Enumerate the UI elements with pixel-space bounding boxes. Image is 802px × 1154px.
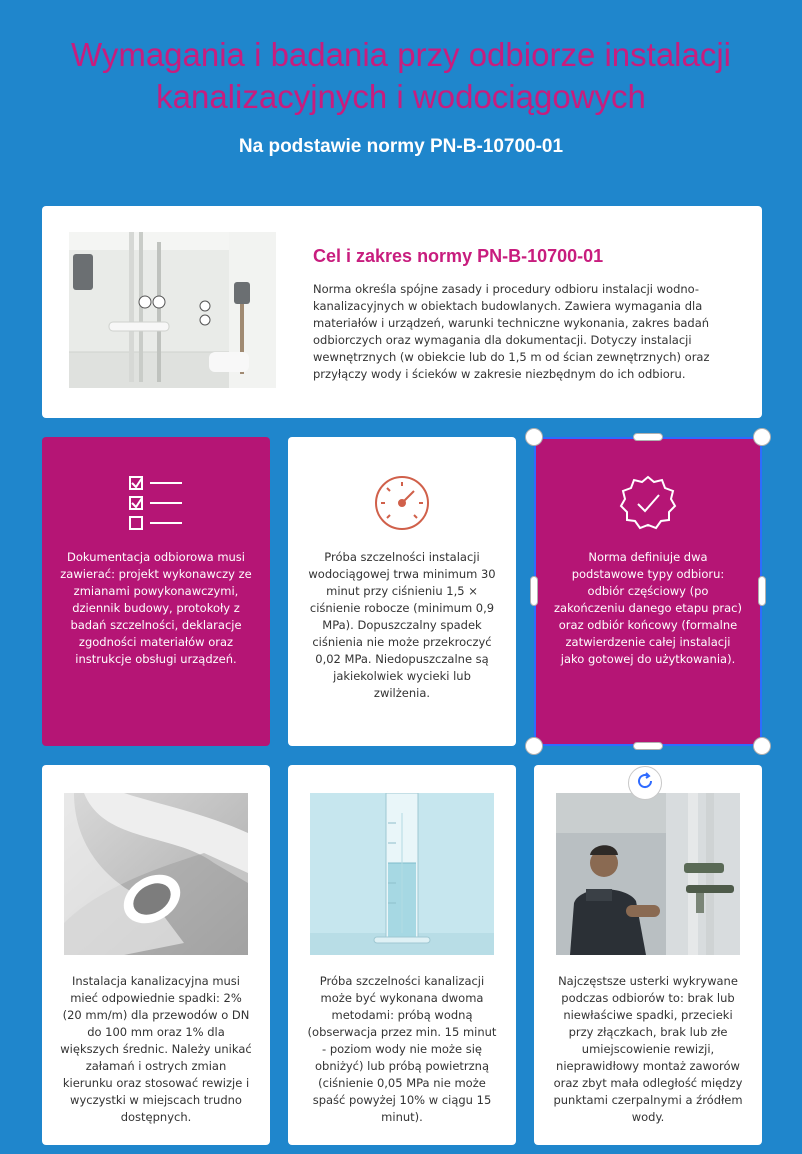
page-subtitle[interactable]: Na podstawie normy PN-B-10700-01 <box>238 136 564 157</box>
resize-handle-bottom-right[interactable] <box>753 737 771 755</box>
slopes-text[interactable]: Instalacja kanalizacyjna musi mieć odpowiednie spadki: 2% (20 mm/m) dla przewodów o DN do 100 mm oraz 1% dla większych średnic. Należy unikać załamań i ostrych zmian kierunku oraz stosować rewizje i wyczystki w miejscach trudno dostępnych. <box>60 974 252 1124</box>
rotate-handle[interactable] <box>628 766 662 800</box>
resize-handle-top-left[interactable] <box>525 428 543 446</box>
intro-text[interactable]: Norma określa spójne zasady i procedury odbioru instalacji wodno-kanalizacyjnych w obiektach budowlanych. Zawiera wymagania dla materiałów i urządzeń, warunki techniczne wykonania, zakres badań odbiorczych oraz wymagania dla dokumentacji. Dotyczy instalacji wewnętrznych (w obiekcie lub do 1,5 m od ścian zewnętrznych) oraz przyłączy wody i ścieków w zakresie niezbędnym do ich odbioru. <box>313 282 710 381</box>
documentation-card[interactable] <box>42 437 270 746</box>
resize-handle-left[interactable] <box>530 576 538 606</box>
utility-room-photo <box>69 232 276 388</box>
common-faults-text[interactable]: Najczęstsze usterki wykrywane podczas odbiorów to: brak lub niewłaściwe spadki, przecieki przy złączkach, brak lub złe umiejscowienie rewizji, nieprawidłowy montaż zaworów oraz zbyt mała odległość między punktami czerpalnymi a źródłem wody. <box>553 974 743 1124</box>
resize-handle-bottom[interactable] <box>633 742 663 750</box>
pipe-elbow-photo <box>64 793 248 955</box>
pressure-gauge-icon <box>372 473 432 533</box>
water-tightness-card[interactable] <box>288 437 516 746</box>
intro-card[interactable] <box>42 206 762 418</box>
rotate-icon <box>635 771 655 795</box>
documentation-text[interactable]: Dokumentacja odbiorowa musi zawierać: projekt wykonawczy ze zmianami powykonawczymi, dziennik budowy, protokoły z badań szczelności, deklaracje zgodności materiałów oraz instrukcje obsługi urządzeń. <box>60 550 252 666</box>
checklist-icon <box>126 473 186 533</box>
acceptance-types-card[interactable] <box>534 437 762 746</box>
resize-handle-bottom-left[interactable] <box>525 737 543 755</box>
page-title[interactable]: Wymagania i badania przy odbiorze instalacji kanalizacyjnych i wodociągowych <box>70 36 732 115</box>
sewer-tightness-text[interactable]: Próba szczelności kanalizacji może być wykonana dwoma metodami: próbą wodną (obserwacja przez min. 15 minut - poziom wody nie może się obniżyć) lub próbą powietrzną (ciśnienie 0,05 MPa nie może spaść powyżej 10% w ciągu 15 minut). <box>307 974 497 1124</box>
resize-handle-top-right[interactable] <box>753 428 771 446</box>
slopes-card[interactable] <box>42 765 270 1145</box>
sewer-tightness-card[interactable] <box>288 765 516 1145</box>
plumber-inspection-photo <box>556 793 740 955</box>
measuring-cylinder-photo <box>310 793 494 955</box>
resize-handle-top[interactable] <box>633 433 663 441</box>
intro-heading[interactable]: Cel i zakres normy PN-B-10700-01 <box>313 246 604 266</box>
common-faults-card[interactable] <box>534 765 762 1145</box>
water-tightness-text[interactable]: Próba szczelności instalacji wodociągowej trwa minimum 30 minut przy ciśnieniu 1,5 × ciśnienie robocze (minimum 0,9 MPa). Dopuszczalny spadek ciśnienia nie może przekroczyć 0,02 MPa. Niedopuszczalne są jakiekolwiek wycieki lub zwilżenia. <box>308 550 496 700</box>
checkmark-badge-icon <box>618 473 678 533</box>
resize-handle-right[interactable] <box>758 576 766 606</box>
acceptance-types-text[interactable]: Norma definiuje dwa podstawowe typy odbioru: odbiór częściowy (po zakończeniu danego etapu prac) oraz odbiór końcowy (formalne zatwierdzenie całej instalacji jako gotowej do użytkowania). <box>554 550 742 666</box>
